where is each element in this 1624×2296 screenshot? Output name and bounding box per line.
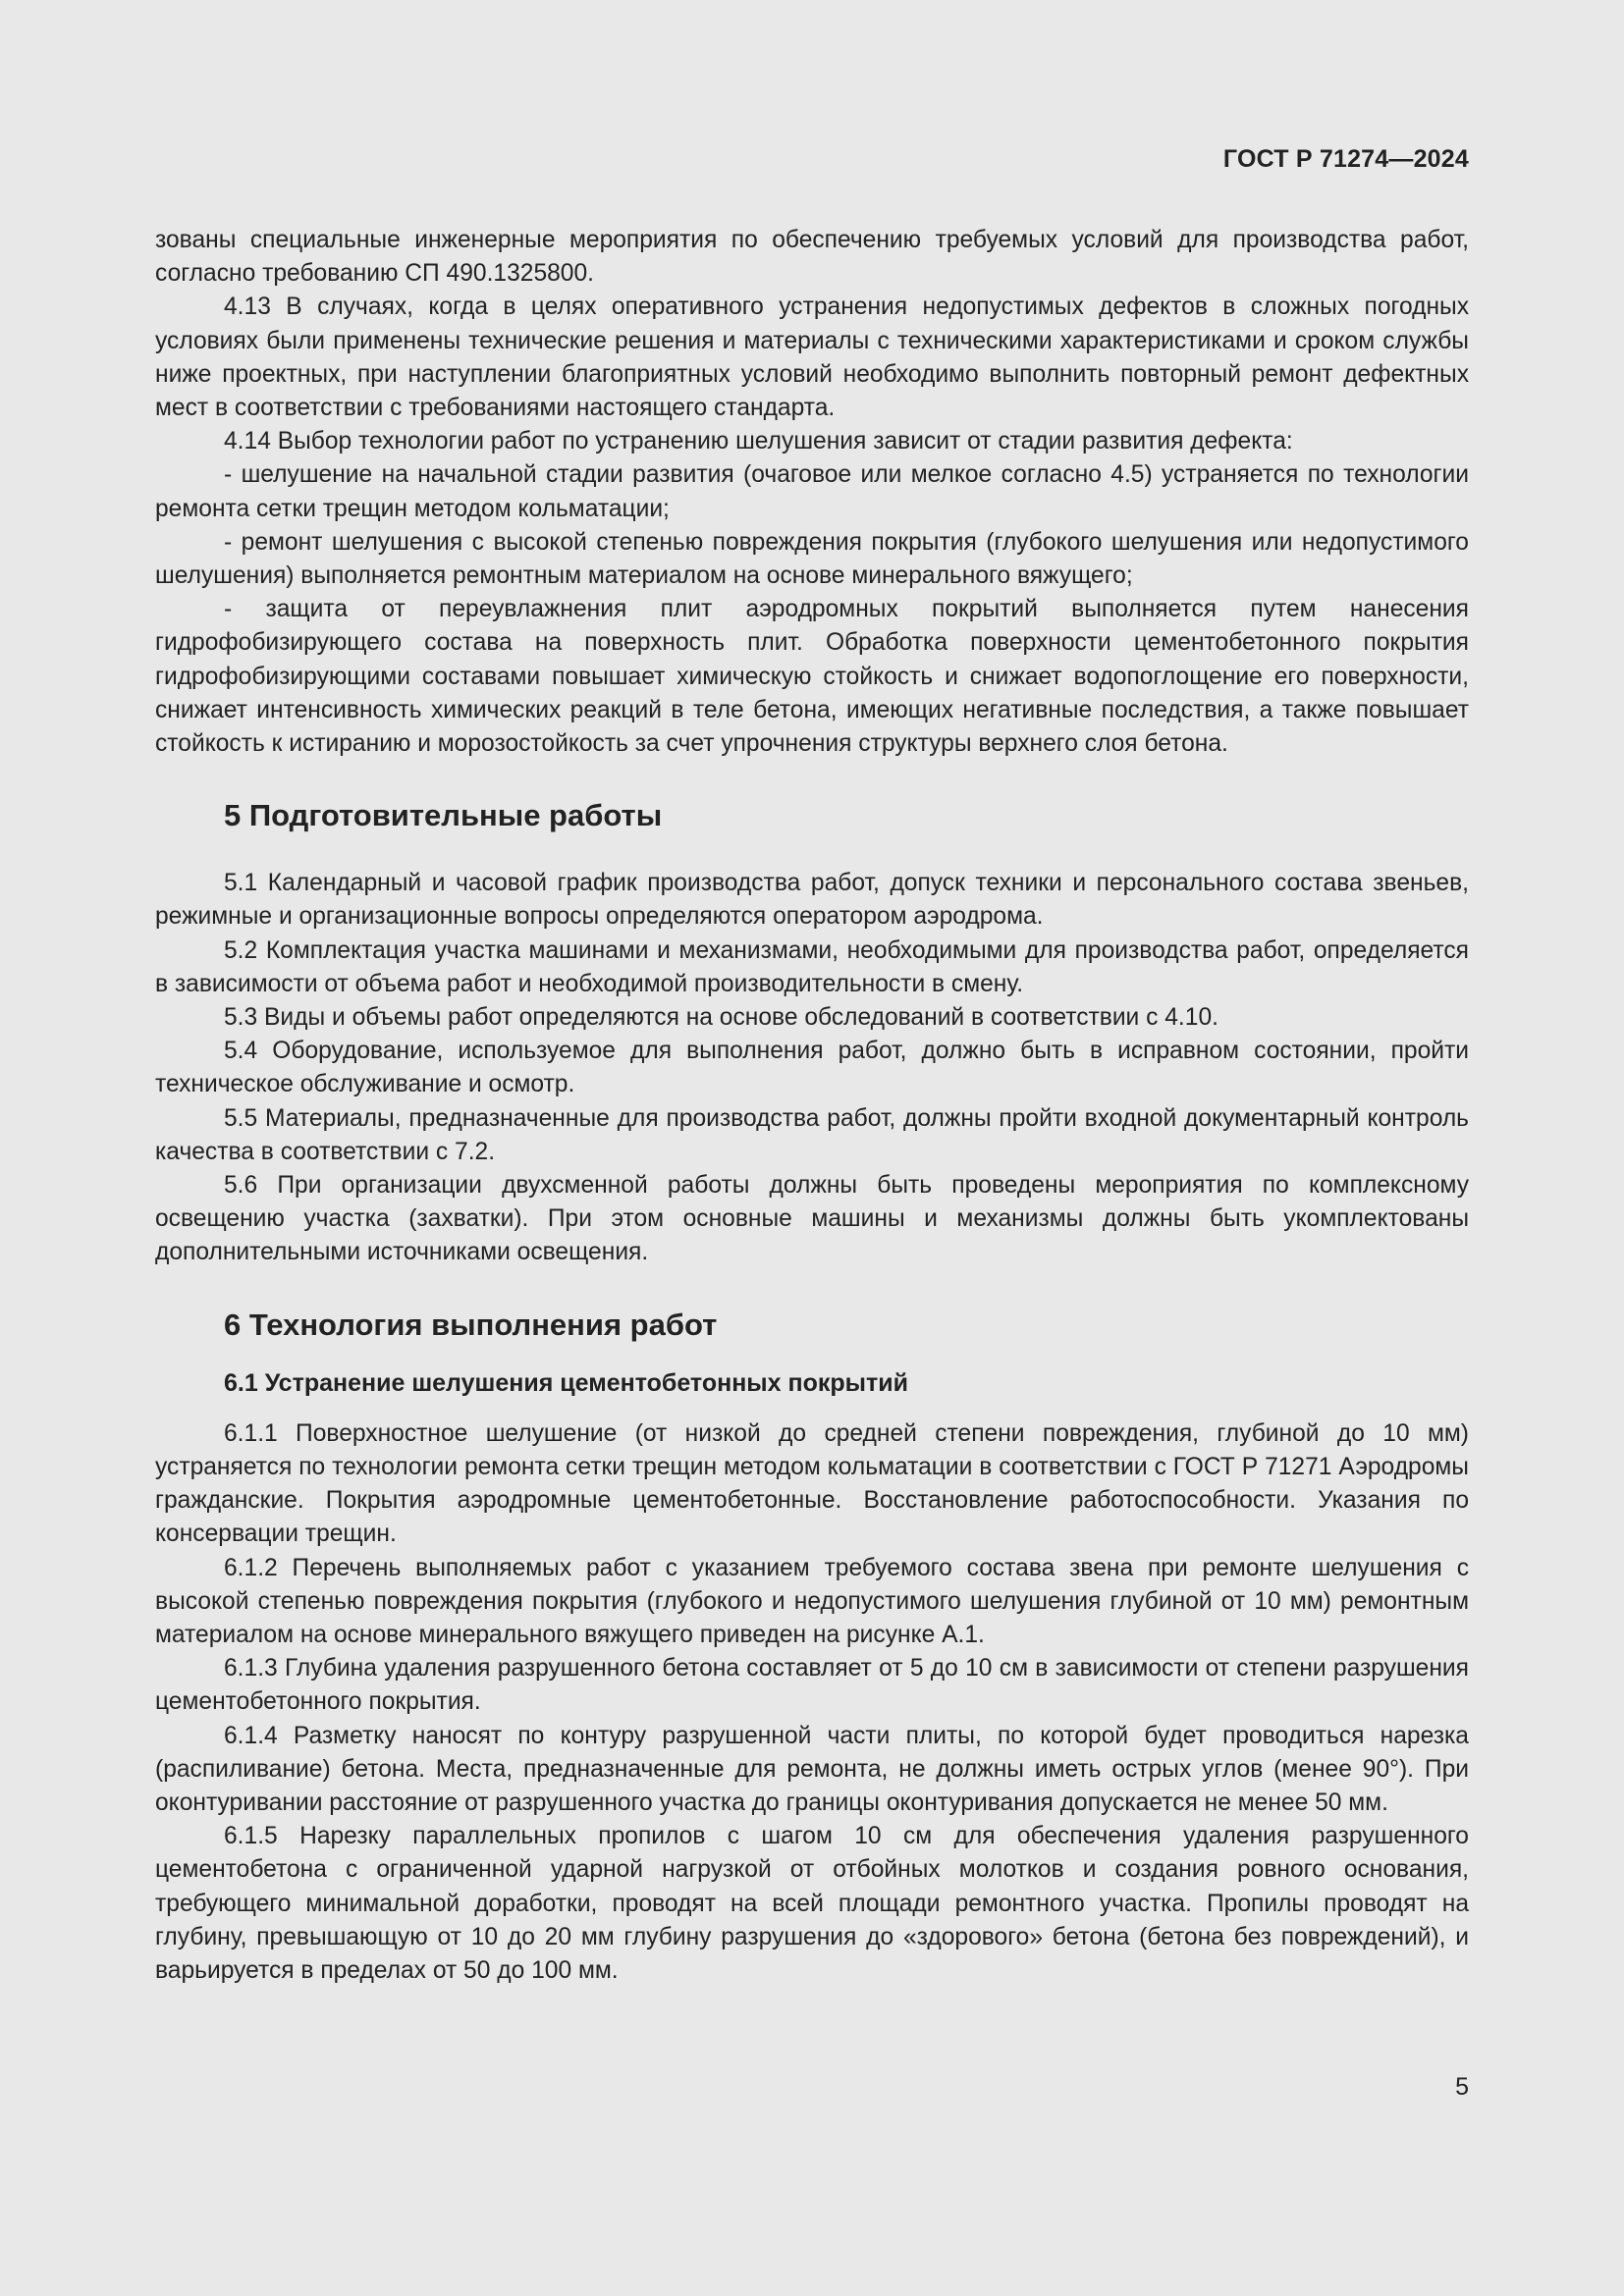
paragraph-5-4: 5.4 Оборудование, используемое для выполнения работ, должно быть в исправном состоянии, пройти техническое обслуживание и осмотр. <box>155 1038 1469 1098</box>
document-body <box>155 224 1469 1988</box>
paragraph-5-2: 5.2 Комплектация участка машинами и механизмами, необходимыми для производства работ, определяется в зависимости от объема работ и необходимой производительности в смену. <box>155 936 1469 997</box>
document-code: ГОСТ Р 71274—2024 <box>1222 145 1469 173</box>
section-5-heading: 5 Подготовительные работы <box>224 798 663 833</box>
paragraph-6-1-5: 6.1.5 Нарезку параллельных пропилов с шагом 10 см для обеспечения удаления разрушенного цементобетона с ограниченной ударной нагрузкой от отбойных молотков и создания ровного основания, требующего минимальной доработки, проводят на всей площади ремонтного участка. Пропилы проводят на глубину, превышающую от 10 до 20 мм глубину разрушения до «здорового» бетона (бетона без повреждений), и варьируется в пределах от 50 до 100 мм. <box>155 1823 1469 1984</box>
subsection-6-1-heading: 6.1 Устранение шелушения цементобетонных покрытий <box>224 1368 908 1397</box>
section-6-heading: 6 Технология выполнения работ <box>224 1307 718 1342</box>
paragraph-5-3: 5.3 Виды и объемы работ определяются на основе обследований в соответствии с 4.10. <box>224 1004 1218 1032</box>
paragraph-5-5: 5.5 Материалы, предназначенные для производства работ, должны пройти входной документарный контроль качества в соответствии с 7.2. <box>155 1104 1469 1165</box>
list-item: - ремонт шелушения с высокой степенью повреждения покрытия (глубокого шелушения или недопустимого шелушения) выполняется ремонтным материалом на основе минерального вяжущего; <box>155 528 1469 590</box>
paragraph-4-13: 4.13 В случаях, когда в целях оперативного устранения недопустимых дефектов в сложных погодных условиях были применены технические решения и материалы с техническими характеристиками и сроком службы ниже проектных, при наступлении благоприятных условий необходимо выполнить повторный ремонт дефектных мест в соответствии с требованиями настоящего стандарта. <box>155 294 1469 422</box>
page-number: 5 <box>1455 2073 1469 2101</box>
paragraph-6-1-4: 6.1.4 Разметку наносят по контуру разрушенной части плиты, по которой будет проводиться нарезка (распиливание) бетона. Места, предназначенные для ремонта, не должны иметь острых углов (менее 90°). При оконтуривании расстояние от разрушенного участка до границы оконтуривания допускается не менее 50 мм. <box>155 1722 1469 1816</box>
paragraph-6-1-2: 6.1.2 Перечень выполняемых работ с указанием требуемого состава звена при ремонте шелушения с высокой степенью повреждения покрытия (глубокого и недопустимого шелушения глубиной от 10 мм) ремонтным материалом на основе минерального вяжущего приведен на рисунке А.1. <box>155 1554 1469 1648</box>
paragraph-5-1: 5.1 Календарный и часовой график производства работ, допуск техники и персонального состава звеньев, режимные и организационные вопросы определяются оператором аэродрома. <box>155 870 1469 931</box>
paragraph-5-6: 5.6 При организации двухсменной работы должны быть проведены мероприятия по комплексному освещению участка (захватки). При этом основные машины и механизмы должны быть укомплектованы дополнительными источниками освещения. <box>155 1172 1469 1266</box>
paragraph-6-1-1: 6.1.1 Поверхностное шелушение (от низкой до средней степени повреждения, глубиной до 10 мм) устраняется по технологии ремонта сетки трещин методом кольматации в соответствии с ГОСТ Р 71271 Аэродромы гражданские. Покрытия аэродромные цементобетонные. Восстановление работоспособности. Указания по консервации трещин. <box>155 1419 1469 1548</box>
list-item: - шелушение на начальной стадии развития (очаговое или мелкое согласно 4.5) устраняется по технологии ремонта сетки трещин методом кольматации; <box>155 461 1469 522</box>
list-item: - защита от переувлажнения плит аэродромных покрытий выполняется путем нанесения гидрофобизирующего состава на поверхность плит. Обработка поверхности цементобетонного покрытия гидрофобизирующими составами повышает химическую стойкость и снижает водопоглощение его поверхности, снижает интенсивность химических реакций в теле бетона, имеющих негативные последствия, а также повышает стойкость к истиранию и морозостойкость за счет упрочнения структуры верхнего слоя бетона. <box>155 596 1469 758</box>
paragraph-4-14: 4.14 Выбор технологии работ по устранению шелушения зависит от стадии развития дефекта: <box>224 428 1293 455</box>
paragraph-6-1-3: 6.1.3 Глубина удаления разрушенного бетона составляет от 5 до 10 см в зависимости от степени разрушения цементобетонного покрытия. <box>155 1655 1469 1716</box>
paragraph: зованы специальные инженерные мероприятия по обеспечению требуемых условий для производства работ, согласно требованию СП 490.1325800. <box>155 227 1469 288</box>
